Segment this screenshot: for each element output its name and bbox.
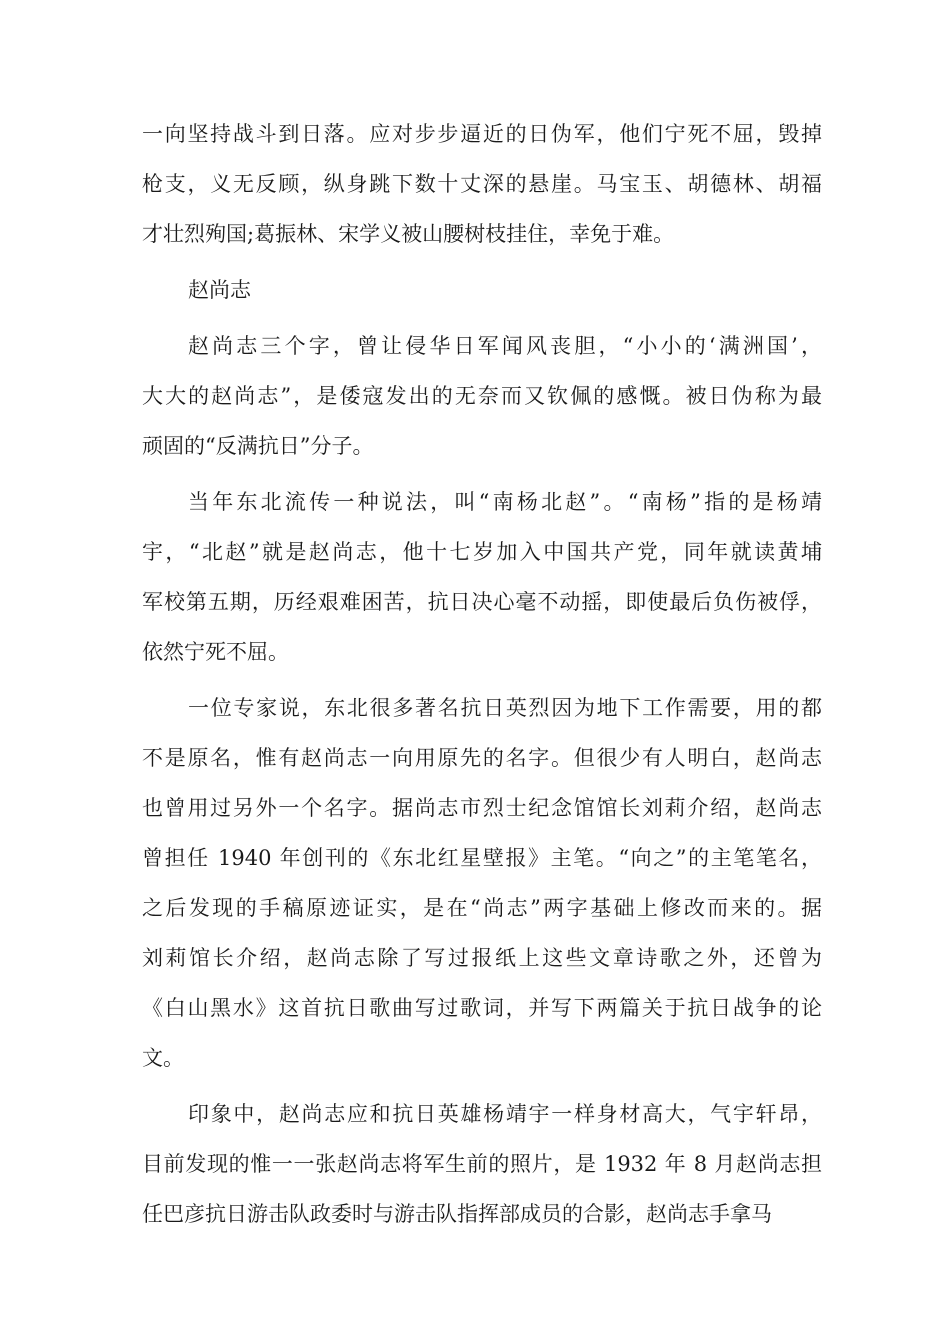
paragraph-p5 xyxy=(142,683,822,1083)
text-line: 依然宁死不屈。 xyxy=(142,640,289,664)
text-line: 也曾用过另外一个名字。据尚志市烈士纪念馆馆长刘莉介绍，赵尚志 xyxy=(142,796,822,820)
text-line: 才壮烈殉国;葛振林、宋学义被山腰树枝挂住，幸免于难。 xyxy=(142,222,675,246)
text-line: 大大的赵尚志”，是倭寇发出的无奈而又钦佩的感慨。被日伪称为最 xyxy=(142,384,822,408)
paragraph-p3 xyxy=(142,321,822,471)
text-line: 印象中，赵尚志应和抗日英雄杨靖宇一样身材高大，气宇轩昂， xyxy=(188,1102,822,1126)
text-line: 一位专家说，东北很多著名抗日英烈因为地下工作需要，用的都 xyxy=(188,696,822,720)
paragraph-p6 xyxy=(142,1089,822,1239)
text-line: 顽固的“反满抗日”分子。 xyxy=(142,434,374,458)
text-line: 目前发现的惟一一张赵尚志将军生前的照片，是 1932 年 8 月赵尚志担 xyxy=(142,1152,822,1176)
text-line: 任巴彦抗日游击队政委时与游击队指挥部成员的合影，赵尚志手拿马 xyxy=(142,1202,772,1226)
text-line: 刘莉馆长介绍，赵尚志除了写过报纸上这些文章诗歌之外，还曾为 xyxy=(142,946,822,970)
text-line: 之后发现的手稿原迹证实，是在“尚志”两字基础上修改而来的。据 xyxy=(142,896,822,920)
text-line: 宇，“北赵”就是赵尚志，他十七岁加入中国共产党，同年就读黄埔 xyxy=(142,540,822,564)
text-line: 军校第五期，历经艰难困苦，抗日决心毫不动摇，即使最后负伤被俘， xyxy=(142,590,822,614)
paragraph-p2 xyxy=(142,265,822,315)
text-line: 赵尚志 xyxy=(188,278,251,302)
text-line: 一向坚持战斗到日落。应对步步逼近的日伪军，他们宁死不屈，毁掉 xyxy=(142,122,822,146)
paragraph-p4 xyxy=(142,477,822,677)
paragraph-p1 xyxy=(142,109,822,259)
text-line: 不是原名，惟有赵尚志一向用原先的名字。但很少有人明白，赵尚志 xyxy=(142,746,822,770)
text-line: 曾担任 1940 年创刊的《东北红星壁报》主笔。“向之”的主笔笔名， xyxy=(142,846,822,870)
text-line: 赵尚志三个字，曾让侵华日军闻风丧胆，“小小的‘满洲国’， xyxy=(188,334,822,358)
text-line: 当年东北流传一种说法，叫“南杨北赵”。“南杨”指的是杨靖 xyxy=(188,490,822,514)
text-line: 《白山黑水》这首抗日歌曲写过歌词，并写下两篇关于抗日战争的论 xyxy=(142,996,822,1020)
text-line: 文。 xyxy=(142,1046,184,1070)
text-line: 枪支，义无反顾，纵身跳下数十丈深的悬崖。马宝玉、胡德林、胡福 xyxy=(142,172,822,196)
document-body xyxy=(142,109,822,1239)
